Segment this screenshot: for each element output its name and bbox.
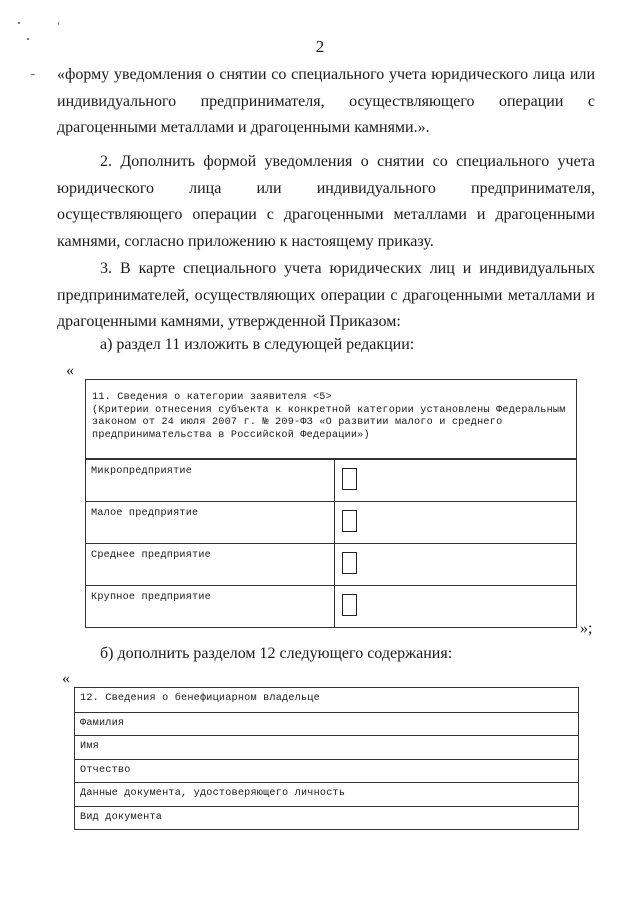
open-quote-mark: «: [66, 362, 74, 379]
category-row-large: [86, 585, 576, 627]
category-checkbox[interactable]: [342, 468, 357, 490]
field-row-document-type: Вид документа: [75, 806, 578, 830]
section-11-title: 11. Сведения о категории заявителя <5>: [92, 392, 332, 403]
page-number: 2: [315, 37, 325, 56]
category-label: Крупное предприятие: [86, 586, 335, 627]
section-11-table: [85, 379, 577, 628]
section-11-note-line: предпринимательства в Российской Федерации»): [92, 429, 370, 441]
section-12-title: 12. Сведения о бенефициарном владельце: [80, 693, 320, 704]
section-12-table: [74, 687, 579, 830]
paragraph-item-2: 2. Дополнить формой уведомления о снятии со специального учета юридического лица или индивидуального предпринимателя, осуществляющего операции с драгоценными металлами и драгоценными камнями, согласно приложению к настоящему приказу.: [57, 153, 595, 250]
category-checkbox[interactable]: [342, 594, 357, 616]
scan-speck: [58, 22, 59, 25]
section-11-note-line: законом от 24 июля 2007 г. № 209-ФЗ «О развитии малого и среднего: [92, 417, 503, 429]
field-row-name: Имя: [75, 735, 578, 759]
category-row-small: [86, 501, 576, 543]
paragraph-item-3: 3. В карте специального учета юридических лиц и индивидуальных предпринимателей, осуществляющих операции с драгоценными металлами и драгоценными камнями, утвержденной Приказом:: [57, 260, 595, 331]
field-row-patronymic: Отчество: [75, 759, 578, 783]
subitem-a: а) раздел 11 изложить в следующей редакции:: [100, 336, 415, 353]
paragraph-continuation: «форму уведомления о снятии со специального учета юридического лица или индивидуального предпринимателя, осуществляющего операции с драгоценными металлами и драгоценными камнями.».: [57, 66, 595, 137]
field-row-id-document: Данные документа, удостоверяющего личность: [75, 782, 578, 806]
scan-speck: [31, 74, 35, 75]
category-label: Микропредприятие: [86, 460, 335, 501]
section-11-note-line: (Критерии отнесения субъекта к конкретной категории установлены Федеральным: [92, 404, 566, 416]
category-row-medium: [86, 543, 576, 585]
category-label: Малое предприятие: [86, 502, 335, 543]
category-checkbox[interactable]: [342, 510, 357, 532]
scan-speck: [18, 22, 20, 24]
field-row-surname: Фамилия: [75, 712, 578, 736]
subitem-b: б) дополнить разделом 12 следующего содержания:: [100, 645, 453, 662]
close-quote-mark: »;: [580, 620, 593, 637]
section-11-header: [86, 380, 576, 459]
category-label: Среднее предприятие: [86, 544, 335, 585]
category-checkbox[interactable]: [342, 552, 357, 574]
open-quote-mark: «: [62, 670, 70, 687]
category-row-micro: [86, 459, 576, 501]
